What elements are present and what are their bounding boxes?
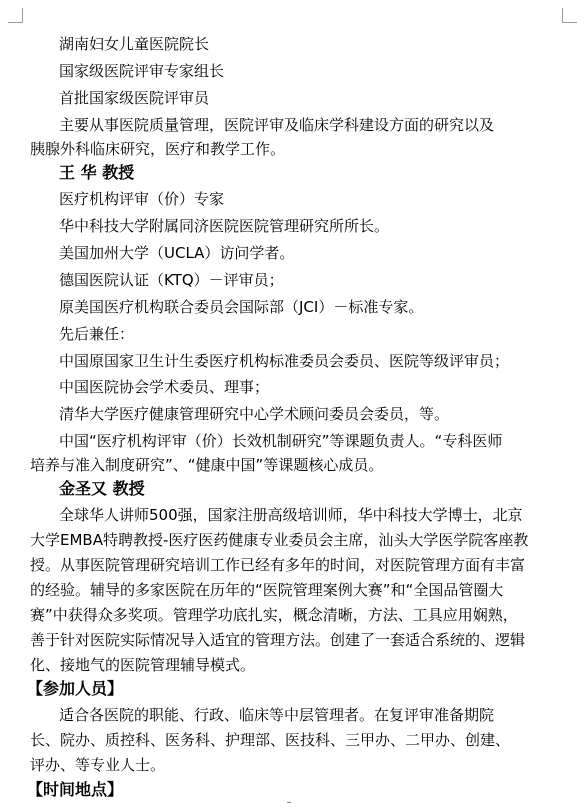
bio-title: 华中科技大学附属同济医院医院管理研究所所长。 — [59, 217, 390, 235]
bio-paragraph-line: 善于针对医院实际情况导入适宜的管理方法。创建了一套适合系统的、逻辑 — [30, 631, 526, 649]
bio-title: 原美国医疗机构联合委员会国际部（JCI）－标准专家。 — [59, 298, 424, 316]
participants-paragraph-line: 长、院办、质控科、医务科、护理部、医技科、三甲办、二甲办、创建、 — [30, 731, 511, 749]
bio-title: 清华大学医疗健康管理研究中心学术顾问委员会委员，等。 — [59, 405, 450, 423]
speaker-name-wang-hua: 王 华 教授 — [59, 163, 135, 182]
bio-paragraph-line: 赛”中获得众多奖项。管理学功底扎实，概念清晰，方法、工具应用娴熟， — [30, 606, 518, 624]
bio-title-1: 湖南妇女儿童医院院长 — [59, 35, 210, 53]
bio-title: 中国医院协会学术委员、理事； — [59, 378, 270, 396]
bio-paragraph-line: 化、接地气的医院管理辅导模式。 — [30, 656, 256, 674]
bio-paragraph-line: 授。从事医院管理研究培训工作已经有多年的时间，对医院管理方面有丰富 — [30, 556, 526, 574]
bio-paragraph-line: 全球华人讲师500强，国家注册高级培训师，华中科技大学博士，北京 — [59, 506, 523, 524]
bio-title: 中国原国家卫生计生委医疗机构标准委员会委员、医院等级评审员； — [59, 352, 510, 370]
bio-paragraph-line: 大学EMBA特聘教授-医疗医药健康专业委员会主席，汕头大学医学院客座教 — [30, 531, 529, 549]
section-heading-time-location: 【时间地点】 — [27, 780, 124, 799]
bio-subheading: 先后兼任： — [59, 325, 135, 343]
bio-paragraph-line: 主要从事医院质量管理，医院评审及临床学科建设方面的研究以及 — [59, 116, 495, 134]
bio-paragraph-line: 的经验。辅导的多家医院在历年的“医院管理案例大赛”和“全国品管圈大 — [30, 581, 504, 599]
bio-title-2: 国家级医院评审专家组长 — [59, 62, 225, 80]
bio-title: 美国加州大学（UCLA）访问学者。 — [59, 244, 295, 262]
bio-title: 医疗机构评审（价）专家 — [59, 190, 225, 208]
crop-mark-top-right — [562, 8, 577, 23]
bio-title: 德国医院认证（KTQ）－评审员； — [59, 271, 284, 289]
bio-title-3: 首批国家级医院评审员 — [59, 89, 210, 107]
participants-paragraph-line: 评办、等专业人士。 — [30, 756, 166, 774]
page-bottom-mark — [287, 802, 291, 806]
section-heading-participants: 【参加人员】 — [27, 679, 124, 698]
crop-mark-top-left — [8, 8, 23, 23]
participants-paragraph-line: 适合各医院的职能、行政、临床等中层管理者。在复评审准备期院 — [59, 706, 495, 724]
bio-paragraph-line: 中国“医疗机构评审（价）长效机制研究”等课题负责人。“专科医师 — [59, 432, 503, 450]
bio-paragraph-line: 培养与准入制度研究”、“健康中国”等课题核心成员。 — [30, 456, 384, 474]
bio-paragraph-line: 胰腺外科临床研究，医疗和教学工作。 — [30, 140, 286, 158]
speaker-name-jin-shengyou: 金圣又 教授 — [59, 479, 145, 498]
